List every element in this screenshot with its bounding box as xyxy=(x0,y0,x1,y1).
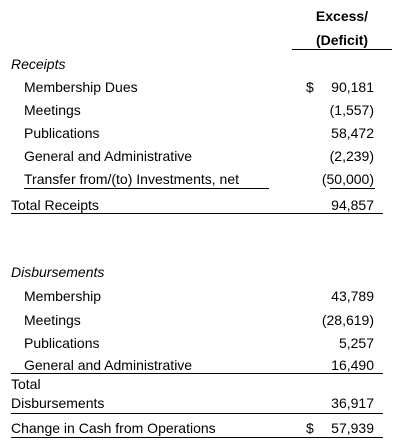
total-receipts-value: 94,857 xyxy=(331,197,374,213)
change-in-cash-label: Change in Cash from Operations xyxy=(11,420,216,436)
receipts-row-label: Meetings xyxy=(24,102,81,118)
total-receipts-rule xyxy=(11,213,383,214)
column-header-line1: Excess/ xyxy=(315,8,369,24)
currency-symbol: $ xyxy=(306,79,314,95)
column-header-line2: (Deficit) xyxy=(315,32,369,48)
value-underline xyxy=(330,188,375,189)
receipts-row-value: (1,557) xyxy=(329,102,374,118)
total-receipts-label: Total Receipts xyxy=(11,197,99,213)
label-underline xyxy=(24,188,269,189)
receipts-row-value: (2,239) xyxy=(329,148,374,164)
receipts-row-value: 90,181 xyxy=(331,79,374,95)
receipts-row-value: (50,000) xyxy=(321,171,374,187)
disbursements-row-label: Membership xyxy=(24,288,102,304)
disbursements-title: Disbursements xyxy=(11,264,105,280)
disbursements-row-value: 16,490 xyxy=(331,357,374,373)
change-in-cash-rule xyxy=(11,437,383,438)
disbursements-row-value: (28,619) xyxy=(321,312,374,328)
disbursements-row-value: 43,789 xyxy=(331,288,374,304)
total-disbursements-label-line1: Total xyxy=(11,376,41,392)
disbursements-row-label: Publications xyxy=(24,335,100,351)
currency-symbol: $ xyxy=(306,420,314,436)
header-underline xyxy=(292,49,392,50)
receipts-row-value: 58,472 xyxy=(331,125,374,141)
disbursements-row-value: 5,257 xyxy=(338,335,374,351)
change-in-cash-value: 57,939 xyxy=(331,420,374,436)
receipts-row-label: Membership Dues xyxy=(24,79,138,95)
total-disbursements-label-line2: Disbursements xyxy=(11,395,105,411)
total-disbursements-rule xyxy=(11,413,383,414)
disbursements-row-label: Meetings xyxy=(24,312,81,328)
receipts-title: Receipts xyxy=(11,56,66,72)
receipts-row-label: Transfer from/(to) Investments, net xyxy=(24,171,239,187)
total-disbursements-value: 36,917 xyxy=(331,395,374,411)
disbursements-row-label: General and Administrative xyxy=(24,357,193,373)
receipts-row-label: Publications xyxy=(24,125,100,141)
disbursements-rule xyxy=(11,373,383,374)
receipts-row-label: General and Administrative xyxy=(24,148,193,164)
